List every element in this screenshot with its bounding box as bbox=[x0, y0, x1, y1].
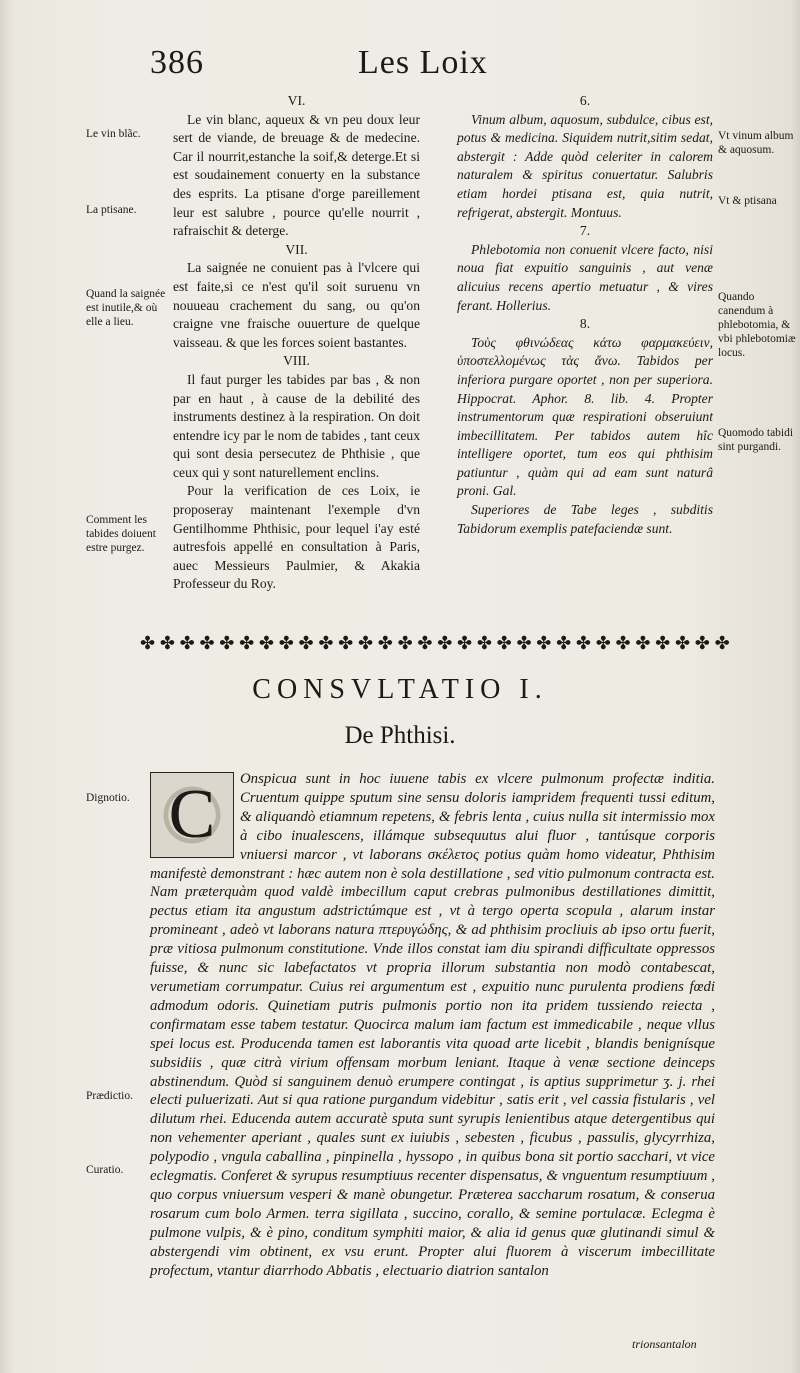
consultation-body-text: Onspicua sunt in hoc iuuene tabis ex vlcere pulmonum profectæ inditia. Cruentum quippe sputum sine sensu doloris iampridem frequenti tussi editum, & aliquandò etiamnum repetens, & febris lenta , cuius nulla sit intermissio mox à cibo inualescens, illámque subsequutus alui fluor , tantúsque corporis vniuersi marcor , vt laborans σκέλετος potius quàm homo videatur, Phthisim manifestè demonstrant : hæc autem non è sola destillatione , sed vitio pulmonum contracta est. Nam præterquàm quod valdè imbecillum caput crebras pulmonibus destillationes dimittit, pectus etiam ita angustum adstrictúmque est , vt à tergo operta scopula , alarum instar promineant , adeò vt laborans natura πτερυγώδης, & ad phthisim procliuis ab ipso ortu fuerit, præ vitiosa pulmonum constitutione. Vnde illos constat iam diu spirandi difficultate oppressos fuisse, & nunc sic labefactatos vt propria illorum substantia non modò contabescat, verumetiam corrumpatur. Cuius rei argumentum est , expuitio nunc purulenta prodiens fœdi admodum odoris. Quinetiam putris pulmonis portio non ita pridem tussiendo reiecta , confirmatam esse tabem testatur. Quocirca malum iam factum est immedicabile , neque vllus spei locus est. Producenda tamen est laborantis vita quoad arte licebit , blandis benignísque subsidiis , quæ citrà virium offensam morbum leniant. Itaque à venæ sectione deinceps abstinendum. Quòd si sanguinem denuò erumpere contingat , is aptius supprimetur ʒ. j. rhei electi puluerizati. Aut si qua ratione purgandum videbitur , satis erit , vel cassia fistularis , vel dilutum rhei. Educenda autem accuratè sputa sunt syrupis lenientibus atque detergentibus qui non vehementer aperiant , quales sunt ex iuiubis , sebesten , ficubus , passulis, glycyrrhiza, polypodio , vngula caballina , pinpinella , hyssopo , in quibus bona sit portio sacchari, vt vice eclegmatis. Conferet & syrupus resumptiuus recenter dispensatus, & vnguentum resumptiuum , quo corpus vniuersum vesperi & manè obungetur. Præterea saccharum rosatum, & conserua rosarum cum bolo Armen. terra sigillata , succino, corallo, & semine portulacæ. Eclegma è pulmone vulpis, & è pino, conditum symphiti maior, & alia id genus quæ glutinandi simul & abstergendi vim obtinent, ex vsu erunt. Propter alui fluorem à viscerum imbecillitate profectum, vtantur diarrhodo Abbatis , electuario diatrion santalon bbox=[150, 771, 715, 1279]
margin-note-vin-blanc: Le vin blãc. bbox=[86, 128, 141, 140]
ornament-glyph: ✤ bbox=[377, 633, 393, 653]
latin-section-8-number: 8. bbox=[579, 316, 591, 332]
latin-section-7-text: Phlebotomia non conuenit vlcere facto, nisi noua fiat expuitio sanguinis , aut venæ alicuius recens apertio metuatur , & vires ferant. Hollerius. bbox=[457, 241, 713, 313]
ornament-glyph: ✤ bbox=[318, 633, 334, 653]
ornament-glyph: ✤ bbox=[298, 633, 314, 653]
ornament-glyph: ✤ bbox=[674, 633, 691, 653]
ornament-glyph: ✤ bbox=[457, 633, 473, 653]
latin-section-6-number: 6. bbox=[579, 93, 591, 108]
french-section-7-text: La saignée ne conuient pas à l'vlcere qui est faite,si ce n'est qu'il soit suruenu vn nouueau crachement du sang, ou qu'on craigne vne fraische ouuerture de quelque vaisseau. & que les forces soient bastantes. bbox=[173, 260, 420, 350]
ornament-glyph: ✤ bbox=[258, 633, 274, 653]
latin-section-7-number: 7. bbox=[579, 223, 591, 239]
french-section-6-number: VI. bbox=[287, 93, 306, 108]
ornament-glyph: ✤ bbox=[278, 633, 294, 653]
ornament-glyph: ✤ bbox=[575, 633, 591, 653]
ornament-glyph: ✤ bbox=[397, 633, 413, 653]
french-section-7-number: VII. bbox=[285, 241, 308, 257]
ornament-glyph: ✤ bbox=[496, 633, 512, 653]
margin-note-tabides: Comment les tabides doiuent estre purgez. bbox=[86, 514, 156, 554]
margin-note-curatio: Curatio. bbox=[86, 1164, 124, 1176]
french-section-8-number: VIII. bbox=[283, 353, 310, 369]
margin-note-ptisana: Vt & ptisana bbox=[718, 195, 777, 207]
ornament-glyph: ✤ bbox=[635, 633, 651, 653]
consultation-title: CONSVLTATIO I. bbox=[252, 674, 548, 705]
ornament-glyph: ✤ bbox=[595, 633, 611, 653]
french-section-8-text: Il faut purger les tabides par bas , & non par en haut , à cause de la debilité des instruments destinez à la respiration. On doit entendre icy par le nom de tabides , tant ceux qui sont desia persecutez de Phthisie , que ceux qui y sont naturellement enclins. bbox=[173, 371, 420, 480]
ornament-glyph: ✤ bbox=[159, 633, 175, 653]
latin-consultation-intro: Superiores de Tabe leges , subditis Tabidorum exemplis patefaciendæ sunt. bbox=[457, 502, 713, 536]
latin-section-6-text: Vinum album, aquosum, subdulce, cibus est, potus & medicina. Siquidem nutrit,sitim sedat, abstergit : Adde quòd celeriter in calorem naturalem & spiritus conuertatur. Salubris etiam hordei ptisana est, quia nutrit, refrigerat, abstergit. Montuus. bbox=[457, 111, 713, 220]
ornament-glyph: ✤ bbox=[714, 633, 730, 653]
consultation-subtitle: De Phthisi. bbox=[344, 722, 456, 749]
ornament-glyph: ✤ bbox=[476, 633, 492, 653]
ornament-glyph: ✤ bbox=[219, 633, 235, 653]
ornament-glyph: ✤ bbox=[536, 633, 552, 653]
ornament-glyph: ✤ bbox=[199, 633, 215, 653]
running-title: Les Loix bbox=[358, 44, 488, 81]
page-number: 386 bbox=[150, 44, 204, 81]
french-column bbox=[173, 92, 420, 594]
ornament-glyph: ✤ bbox=[655, 633, 671, 653]
ornament-glyph: ✤ bbox=[556, 633, 572, 653]
margin-note-ptisane: La ptisane. bbox=[86, 204, 137, 216]
ornament-glyph: ✤ bbox=[437, 633, 453, 653]
catchword: trionsantalon bbox=[632, 1337, 697, 1351]
ornament-glyph: ✤ bbox=[338, 633, 354, 653]
latin-column bbox=[457, 92, 713, 538]
ornament-glyph: ✤ bbox=[615, 633, 631, 653]
margin-note-tabidi: Quomodo tabidi sint purgandi. bbox=[718, 427, 794, 453]
french-section-6-text: Le vin blanc, aqueux & vn peu doux leur sert de viande, de breuage & de medecine. Car il nourrit,estanche la soif,& deterge.Et si est soudainement conuerty en la substance des esprits. La ptisane d'orge pareillement leur est salubre , pource qu'elle nourrit , rafraischit & deterge. bbox=[173, 111, 420, 239]
ornament-glyph: ✤ bbox=[357, 633, 374, 653]
ornamental-rule bbox=[140, 632, 730, 654]
margin-note-phlebotomia: Quando canendum à phlebotomia, & vbi phlebotomiæ locus. bbox=[718, 291, 796, 359]
margin-note-dignotio: Dignotio. bbox=[86, 792, 130, 804]
margin-note-saignee: Quand la saignée est inutile,& où elle a lieu. bbox=[86, 288, 166, 328]
french-consultation-intro: Pour la verification de ces Loix, ie proposeray maintenant l'exemple d'vn Gentilhomme Phthisic, pour lequel i'ay esté autresfois appellé en consultation à Paris, auec Messieurs Paulmier, & Akakia Professeur du Roy. bbox=[173, 483, 420, 592]
ornament-glyph: ✤ bbox=[417, 633, 433, 653]
ornament-glyph: ✤ bbox=[239, 633, 255, 653]
ornament-glyph: ✤ bbox=[516, 633, 532, 653]
latin-section-8-text: Τοὺς φθινώδεας κάτω φαρμακεύειν, ὑποστελλομένως τὰς ἄνω. Tabidos per inferiora purgare oportet , non per superiora. Hippocrat. Aphor. 8. lib. 4. Propter instrumentorum quæ respirationi obseruiunt imbecillitatem. Per tabidos autem hîc intelligere oportet, tum eos qui phthisim patiuntur , quàm qui ad eam sunt naturâ proni. Gal. bbox=[457, 334, 713, 499]
ornament-glyph: ✤ bbox=[140, 633, 156, 653]
margin-note-praedictio: Prædictio. bbox=[86, 1090, 133, 1102]
ornament-glyph: ✤ bbox=[694, 633, 710, 653]
decorated-initial: C bbox=[150, 772, 234, 858]
consultation-body bbox=[150, 770, 715, 1280]
margin-note-vinum-album: Vt vinum album & aquosum. bbox=[718, 130, 794, 156]
ornament-glyph: ✤ bbox=[179, 633, 195, 653]
